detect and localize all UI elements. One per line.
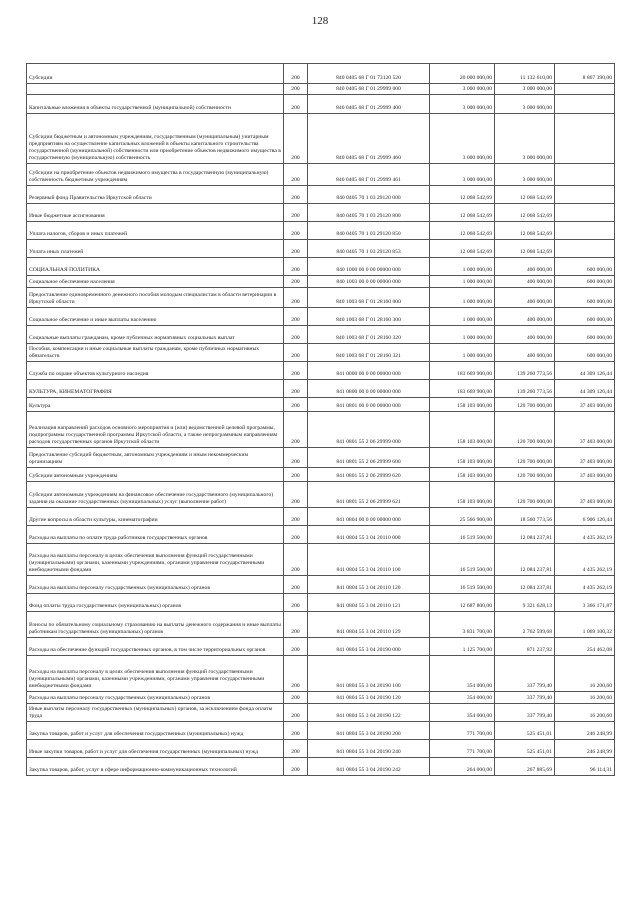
row-remaining-amount-cell: 246 248,99 <box>555 722 615 740</box>
row-name-cell: Субсидии <box>27 64 284 84</box>
row-approved-amount-cell: 12 687 800,00 <box>430 594 495 612</box>
row-code-cell: 200 <box>284 362 308 380</box>
row-name-cell <box>27 84 284 95</box>
row-executed-amount-cell: 337 799,40 <box>495 692 555 704</box>
table-row <box>27 362 615 380</box>
row-name-cell: Предоставление субсидий бюджетным, автономным учреждениям и иным некоммерческим организациям <box>27 448 284 468</box>
row-name-cell: Уплата иных платежей <box>27 240 284 258</box>
table-row <box>27 288 615 308</box>
row-remaining-amount-cell: 16 200,60 <box>555 656 615 692</box>
row-classification-code-cell: 841 0801 55 2 06 29999 620 <box>308 468 430 482</box>
row-classification-code-cell: 841 0804 55 3 04 20190 120 <box>308 692 430 704</box>
row-approved-amount-cell: 16 519 500,00 <box>430 544 495 576</box>
row-executed-amount-cell: 18 560 773,56 <box>495 508 555 526</box>
row-name-cell: Взносы по обязательному социальному страхованию на выплаты денежного содержания и иные выплаты работникам государственных (муниципальных) органов <box>27 612 284 638</box>
row-name-cell: Расходы на обеспечение функций государственных органов, в том числе территориальных органов <box>27 638 284 656</box>
table-row <box>27 398 615 412</box>
row-code-cell: 200 <box>284 380 308 398</box>
row-executed-amount-cell: 120 700 000,00 <box>495 482 555 508</box>
row-name-cell: Реализация направлений расходов основного мероприятия и (или) ведомственной целевой программы, подпрограммы государственной программы Иркутской области, а также непрограммным направлениям расходов государственных органов Иркутской области <box>27 412 284 448</box>
row-code-cell: 200 <box>284 758 308 776</box>
row-approved-amount-cell: 771 700,00 <box>430 722 495 740</box>
table-row <box>27 186 615 204</box>
row-executed-amount-cell: 12 084 237,81 <box>495 544 555 576</box>
row-code-cell: 200 <box>284 398 308 412</box>
table-row <box>27 164 615 186</box>
row-approved-amount-cell: 3 831 700,00 <box>430 612 495 638</box>
row-code-cell: 200 <box>284 164 308 186</box>
row-remaining-amount-cell: 37 403 000,00 <box>555 482 615 508</box>
row-code-cell: 200 <box>284 692 308 704</box>
row-code-cell: 200 <box>284 308 308 326</box>
row-remaining-amount-cell: 246 248,99 <box>555 740 615 758</box>
row-executed-amount-cell: 400 000,00 <box>495 344 555 362</box>
row-name-cell: Расходы на выплаты персоналу в целях обеспечения выполнения функций государственными (муниципальными) органами, казенными учреждениями, органами управления государственными внебюджетными фондами <box>27 544 284 576</box>
row-executed-amount-cell: 120 700 000,00 <box>495 468 555 482</box>
row-remaining-amount-cell: 3 366 171,87 <box>555 594 615 612</box>
row-code-cell: 200 <box>284 526 308 544</box>
row-remaining-amount-cell: 600 000,00 <box>555 344 615 362</box>
table-row <box>27 758 615 776</box>
row-name-cell: Иные закупки товаров, работ и услуг для обеспечения государственных (муниципальных) нужд <box>27 740 284 758</box>
row-classification-code-cell: 841 0804 55 3 04 20110 121 <box>308 594 430 612</box>
row-approved-amount-cell: 12 068 542,69 <box>430 222 495 240</box>
row-name-cell: Закупка товаров, работ и услуг для обеспечения государственных (муниципальных) нужд <box>27 722 284 740</box>
row-approved-amount-cell: 3 000 000,00 <box>430 114 495 164</box>
table-row <box>27 222 615 240</box>
row-code-cell: 200 <box>284 114 308 164</box>
row-executed-amount-cell: 12 068 542,69 <box>495 222 555 240</box>
row-executed-amount-cell: 2 762 599,68 <box>495 612 555 638</box>
row-approved-amount-cell: 3 000 000,00 <box>430 84 495 95</box>
row-remaining-amount-cell: 4 435 262,19 <box>555 544 615 576</box>
row-remaining-amount-cell: 44 309 126,44 <box>555 380 615 398</box>
row-remaining-amount-cell: 600 000,00 <box>555 276 615 288</box>
row-approved-amount-cell: 1 000 000,00 <box>430 276 495 288</box>
table-row <box>27 95 615 114</box>
row-remaining-amount-cell <box>555 95 615 114</box>
table-row <box>27 84 615 95</box>
table-row <box>27 482 615 508</box>
row-classification-code-cell: 841 0801 00 0 00 00000 000 <box>308 398 430 412</box>
row-code-cell: 200 <box>284 412 308 448</box>
row-remaining-amount-cell <box>555 114 615 164</box>
table-row <box>27 308 615 326</box>
row-remaining-amount-cell <box>555 204 615 222</box>
row-classification-code-cell: 841 0801 55 2 06 29999 600 <box>308 448 430 468</box>
row-remaining-amount-cell: 16 200,60 <box>555 692 615 704</box>
row-approved-amount-cell: 20 000 000,00 <box>430 64 495 84</box>
row-remaining-amount-cell: 37 403 000,00 <box>555 448 615 468</box>
row-executed-amount-cell: 400 000,00 <box>495 308 555 326</box>
row-classification-code-cell: 841 0804 00 0 00 00000 000 <box>308 508 430 526</box>
row-approved-amount-cell: 12 068 542,69 <box>430 186 495 204</box>
row-classification-code-cell: 840 1003 68 Г 01 28160 300 <box>308 308 430 326</box>
row-approved-amount-cell: 1 000 000,00 <box>430 258 495 276</box>
row-executed-amount-cell: 120 700 000,00 <box>495 448 555 468</box>
row-remaining-amount-cell: 37 403 000,00 <box>555 412 615 448</box>
row-approved-amount-cell: 16 519 500,00 <box>430 526 495 544</box>
row-name-cell: Расходы на выплаты персоналу в целях обеспечения выполнения функций государственными (муниципальными) органами, казенными учреждениями, органами управления государственными внебюджетными фондами <box>27 656 284 692</box>
row-remaining-amount-cell: 600 000,00 <box>555 326 615 344</box>
row-executed-amount-cell: 400 000,00 <box>495 276 555 288</box>
row-executed-amount-cell: 3 000 000,00 <box>495 164 555 186</box>
table-row <box>27 344 615 362</box>
row-name-cell: Уплата налогов, сборов и иных платежей <box>27 222 284 240</box>
row-executed-amount-cell: 400 000,00 <box>495 288 555 308</box>
row-name-cell: Предоставление единовременного денежного пособия молодым специалистам в области ветеринарии в Иркутской области <box>27 288 284 308</box>
row-name-cell: Расходы на выплаты персоналу государственных (муниципальных) органов <box>27 576 284 594</box>
row-remaining-amount-cell: 16 200,60 <box>555 704 615 722</box>
row-code-cell: 200 <box>284 326 308 344</box>
row-code-cell: 200 <box>284 95 308 114</box>
table-row <box>27 448 615 468</box>
row-code-cell: 200 <box>284 482 308 508</box>
row-remaining-amount-cell <box>555 222 615 240</box>
row-classification-code-cell: 840 0405 70 1 03 29120 850 <box>308 222 430 240</box>
row-remaining-amount-cell <box>555 84 615 95</box>
table-row <box>27 722 615 740</box>
row-approved-amount-cell: 25 566 900,00 <box>430 508 495 526</box>
row-remaining-amount-cell: 1 069 100,32 <box>555 612 615 638</box>
table-row <box>27 656 615 692</box>
row-approved-amount-cell: 3 000 000,00 <box>430 164 495 186</box>
row-approved-amount-cell: 3 000 000,00 <box>430 95 495 114</box>
row-classification-code-cell: 840 1003 68 Г 01 28160 320 <box>308 326 430 344</box>
row-remaining-amount-cell: 600 000,00 <box>555 308 615 326</box>
row-approved-amount-cell: 183 669 900,00 <box>430 380 495 398</box>
row-executed-amount-cell: 267 885,69 <box>495 758 555 776</box>
row-name-cell: Расходы на выплаты по оплате труда работников государственных органов <box>27 526 284 544</box>
row-code-cell: 200 <box>284 448 308 468</box>
row-remaining-amount-cell: 37 403 000,00 <box>555 468 615 482</box>
row-name-cell: Иные бюджетные ассигнования <box>27 204 284 222</box>
row-remaining-amount-cell <box>555 164 615 186</box>
row-executed-amount-cell: 139 260 773,56 <box>495 380 555 398</box>
row-code-cell: 200 <box>284 508 308 526</box>
table-row <box>27 412 615 448</box>
row-classification-code-cell: 841 0804 55 3 04 20190 122 <box>308 704 430 722</box>
row-approved-amount-cell: 354 000,00 <box>430 692 495 704</box>
row-classification-code-cell: 840 0405 68 Г 01 29999 460 <box>308 114 430 164</box>
row-code-cell: 200 <box>284 544 308 576</box>
row-approved-amount-cell: 12 068 542,69 <box>430 204 495 222</box>
row-name-cell: Иные выплаты персоналу государственных (муниципальных) органов, за исключением фонда оплаты труда <box>27 704 284 722</box>
row-classification-code-cell: 841 0801 55 2 06 29999 621 <box>308 482 430 508</box>
row-code-cell: 200 <box>284 594 308 612</box>
row-executed-amount-cell: 12 068 542,69 <box>495 186 555 204</box>
row-code-cell: 200 <box>284 186 308 204</box>
row-code-cell: 200 <box>284 84 308 95</box>
row-classification-code-cell: 841 0804 55 3 04 20190 240 <box>308 740 430 758</box>
row-name-cell: Субсидии автономным учреждениям <box>27 468 284 482</box>
row-approved-amount-cell: 158 103 000,00 <box>430 482 495 508</box>
row-approved-amount-cell: 183 669 900,00 <box>430 362 495 380</box>
row-remaining-amount-cell: 254 462,08 <box>555 638 615 656</box>
row-code-cell: 200 <box>284 288 308 308</box>
table-row <box>27 740 615 758</box>
table-row <box>27 594 615 612</box>
row-executed-amount-cell: 9 321 628,13 <box>495 594 555 612</box>
row-approved-amount-cell: 1 000 000,00 <box>430 288 495 308</box>
row-remaining-amount-cell: 6 906 126,44 <box>555 508 615 526</box>
row-classification-code-cell: 840 0405 68 Г 01 29999 400 <box>308 95 430 114</box>
row-code-cell: 200 <box>284 222 308 240</box>
row-approved-amount-cell: 16 519 500,00 <box>430 576 495 594</box>
row-name-cell: Социальное обеспечение и иные выплаты населению <box>27 308 284 326</box>
row-approved-amount-cell: 158 103 000,00 <box>430 412 495 448</box>
row-executed-amount-cell: 120 700 000,00 <box>495 412 555 448</box>
row-remaining-amount-cell: 96 114,31 <box>555 758 615 776</box>
row-approved-amount-cell: 771 700,00 <box>430 740 495 758</box>
row-executed-amount-cell: 400 000,00 <box>495 326 555 344</box>
row-remaining-amount-cell: 8 867 390,00 <box>555 64 615 84</box>
row-classification-code-cell: 840 0405 70 1 03 29120 853 <box>308 240 430 258</box>
table-row <box>27 468 615 482</box>
row-code-cell: 200 <box>284 64 308 84</box>
row-code-cell: 200 <box>284 722 308 740</box>
row-executed-amount-cell: 525 451,01 <box>495 740 555 758</box>
table-row <box>27 638 615 656</box>
row-classification-code-cell: 841 0000 00 0 00 00000 000 <box>308 362 430 380</box>
row-code-cell: 200 <box>284 204 308 222</box>
row-name-cell: Служба по охране объектов культурного наследия <box>27 362 284 380</box>
row-classification-code-cell: 841 0801 55 2 06 29999 000 <box>308 412 430 448</box>
row-name-cell: Субсидии на приобретение объектов недвижимого имущества в государственную (муниципальную) собственность бюджетным учреждениям <box>27 164 284 186</box>
row-remaining-amount-cell: 44 309 126,44 <box>555 362 615 380</box>
row-classification-code-cell: 841 0804 55 3 04 20190 200 <box>308 722 430 740</box>
row-code-cell: 200 <box>284 344 308 362</box>
row-classification-code-cell: 841 0804 55 3 04 20110 129 <box>308 612 430 638</box>
row-executed-amount-cell: 3 000 000,00 <box>495 84 555 95</box>
row-executed-amount-cell: 337 799,40 <box>495 704 555 722</box>
row-name-cell: КУЛЬТУРА, КИНЕМАТОГРАФИЯ <box>27 380 284 398</box>
row-remaining-amount-cell <box>555 240 615 258</box>
row-executed-amount-cell: 337 799,40 <box>495 656 555 692</box>
row-approved-amount-cell: 354 000,00 <box>430 704 495 722</box>
budget-table-body <box>27 64 615 776</box>
row-classification-code-cell: 840 0405 68 Г 01 29999 000 <box>308 84 430 95</box>
row-remaining-amount-cell: 600 000,00 <box>555 288 615 308</box>
row-approved-amount-cell: 12 068 542,69 <box>430 240 495 258</box>
row-name-cell: Культура <box>27 398 284 412</box>
row-code-cell: 200 <box>284 638 308 656</box>
page-number: 128 <box>311 15 329 27</box>
row-name-cell: Фонд оплаты труда государственных (муниципальных) органов <box>27 594 284 612</box>
row-approved-amount-cell: 354 000,00 <box>430 656 495 692</box>
row-executed-amount-cell: 11 132 610,00 <box>495 64 555 84</box>
row-approved-amount-cell: 1 000 000,00 <box>430 308 495 326</box>
row-remaining-amount-cell: 600 000,00 <box>555 258 615 276</box>
row-approved-amount-cell: 1 000 000,00 <box>430 326 495 344</box>
row-name-cell: СОЦИАЛЬНАЯ ПОЛИТИКА <box>27 258 284 276</box>
row-classification-code-cell: 841 0804 55 3 04 20190 000 <box>308 638 430 656</box>
row-classification-code-cell: 840 0405 70 1 03 29120 000 <box>308 186 430 204</box>
row-classification-code-cell: 840 1003 68 Г 01 28160 000 <box>308 288 430 308</box>
row-classification-code-cell: 841 0804 55 3 04 20190 242 <box>308 758 430 776</box>
row-classification-code-cell: 840 0405 68 Г 01 73120 520 <box>308 64 430 84</box>
row-name-cell: Субсидии бюджетным и автономным учреждениям, государственным (муниципальным) унитарным предприятиям на осуществление капитальных вложений в объекты капитального строительства государственной (муниципальной) собственности или приобретение объектов недвижимого имущества в государственную (муниципальную) собственность <box>27 114 284 164</box>
row-code-cell: 200 <box>284 240 308 258</box>
row-code-cell: 200 <box>284 468 308 482</box>
row-approved-amount-cell: 1 125 700,00 <box>430 638 495 656</box>
row-code-cell: 200 <box>284 740 308 758</box>
row-code-cell: 200 <box>284 258 308 276</box>
row-name-cell: Субсидии автономным учреждениям на финансовое обеспечение государственного (муниципального) задания на оказание государственных (муниципальных) услуг (выполнение работ) <box>27 482 284 508</box>
table-row <box>27 380 615 398</box>
row-executed-amount-cell: 12 084 237,81 <box>495 576 555 594</box>
row-name-cell: Капитальные вложения в объекты государственной (муниципальной) собственности <box>27 95 284 114</box>
row-executed-amount-cell: 525 451,01 <box>495 722 555 740</box>
row-executed-amount-cell: 12 068 542,69 <box>495 204 555 222</box>
table-row <box>27 240 615 258</box>
row-executed-amount-cell: 12 084 237,81 <box>495 526 555 544</box>
row-remaining-amount-cell: 4 435 262,19 <box>555 576 615 594</box>
row-code-cell: 200 <box>284 612 308 638</box>
row-remaining-amount-cell: 4 435 262,19 <box>555 526 615 544</box>
table-row <box>27 276 615 288</box>
row-remaining-amount-cell: 37 403 000,00 <box>555 398 615 412</box>
row-name-cell: Расходы на выплаты персоналу государственных (муниципальных) органов <box>27 692 284 704</box>
row-classification-code-cell: 841 0800 00 0 00 00000 000 <box>308 380 430 398</box>
row-classification-code-cell: 840 1003 68 Г 01 28160 321 <box>308 344 430 362</box>
table-row <box>27 704 615 722</box>
table-row <box>27 612 615 638</box>
row-name-cell: Социальное обеспечение населения <box>27 276 284 288</box>
row-classification-code-cell: 840 1003 00 0 00 00000 000 <box>308 276 430 288</box>
row-name-cell: Резервный фонд Правительства Иркутской области <box>27 186 284 204</box>
table-row <box>27 544 615 576</box>
table-row <box>27 576 615 594</box>
row-executed-amount-cell: 3 000 000,00 <box>495 95 555 114</box>
table-row <box>27 508 615 526</box>
row-remaining-amount-cell <box>555 186 615 204</box>
table-row <box>27 204 615 222</box>
row-name-cell: Закупка товаров, работ, услуг в сфере информационно-коммуникационных технологий <box>27 758 284 776</box>
row-classification-code-cell: 840 1000 00 0 00 00000 000 <box>308 258 430 276</box>
row-name-cell: Другие вопросы в области культуры, кинематографии <box>27 508 284 526</box>
table-row <box>27 258 615 276</box>
row-executed-amount-cell: 400 000,00 <box>495 258 555 276</box>
table-row <box>27 526 615 544</box>
row-executed-amount-cell: 12 068 542,69 <box>495 240 555 258</box>
row-approved-amount-cell: 1 000 000,00 <box>430 344 495 362</box>
row-classification-code-cell: 841 0804 55 3 04 20110 000 <box>308 526 430 544</box>
row-executed-amount-cell: 871 237,92 <box>495 638 555 656</box>
row-name-cell: Социальные выплаты гражданам, кроме публичных нормативных социальных выплат <box>27 326 284 344</box>
row-name-cell: Пособия, компенсации и иные социальные выплаты гражданам, кроме публичных нормативных обязательств <box>27 344 284 362</box>
table-row <box>27 692 615 704</box>
row-code-cell: 200 <box>284 704 308 722</box>
row-classification-code-cell: 840 0405 70 1 03 29120 800 <box>308 204 430 222</box>
row-executed-amount-cell: 3 000 000,00 <box>495 114 555 164</box>
row-classification-code-cell: 840 0405 68 Г 01 29999 461 <box>308 164 430 186</box>
row-code-cell: 200 <box>284 576 308 594</box>
row-approved-amount-cell: 158 103 000,00 <box>430 448 495 468</box>
row-code-cell: 200 <box>284 656 308 692</box>
row-approved-amount-cell: 158 103 000,00 <box>430 398 495 412</box>
budget-table <box>26 63 615 776</box>
table-row <box>27 326 615 344</box>
row-code-cell: 200 <box>284 276 308 288</box>
row-executed-amount-cell: 120 700 000,00 <box>495 398 555 412</box>
row-approved-amount-cell: 158 103 000,00 <box>430 468 495 482</box>
table-row <box>27 114 615 164</box>
row-executed-amount-cell: 139 260 773,56 <box>495 362 555 380</box>
row-classification-code-cell: 841 0804 55 3 04 20190 100 <box>308 656 430 692</box>
row-classification-code-cell: 841 0804 55 3 04 20110 100 <box>308 544 430 576</box>
row-classification-code-cell: 841 0804 55 3 04 20110 120 <box>308 576 430 594</box>
table-row <box>27 64 615 84</box>
row-approved-amount-cell: 264 000,00 <box>430 758 495 776</box>
